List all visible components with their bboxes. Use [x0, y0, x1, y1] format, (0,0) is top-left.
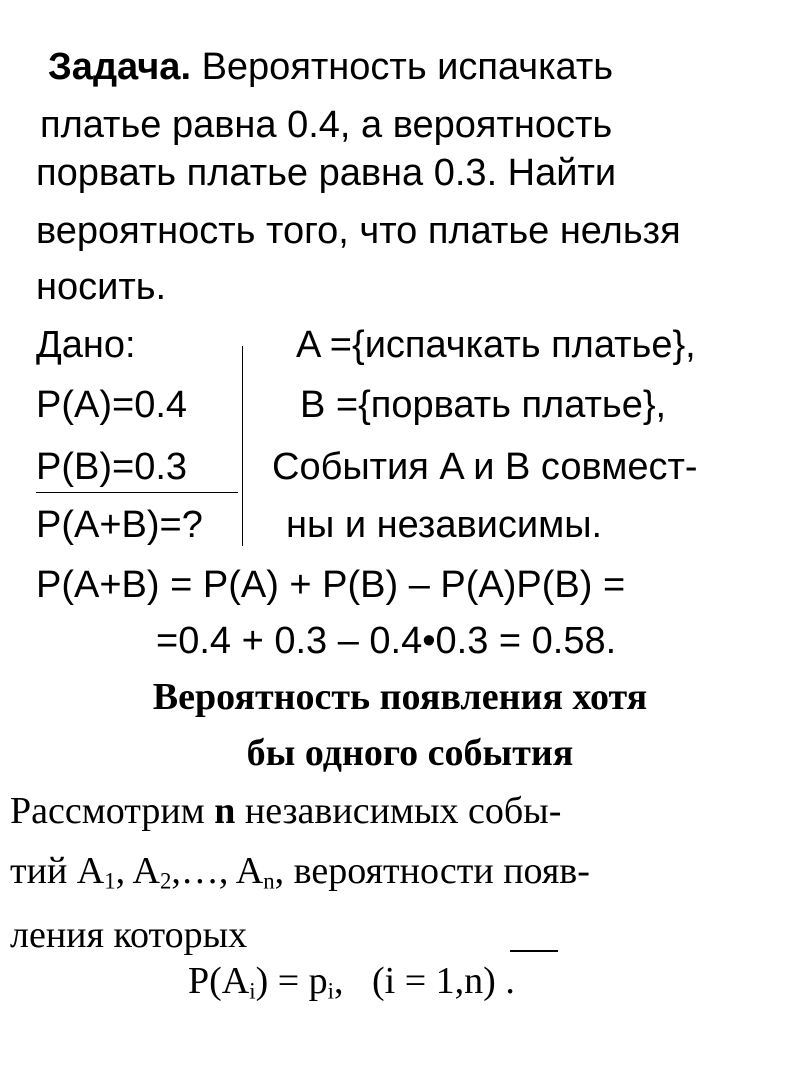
consider-line-3: ления которых: [10, 914, 248, 956]
events-note-1: События A и B совмест-: [272, 446, 698, 488]
consider-line-1-pre: Рассмотрим: [10, 790, 215, 832]
event-a-definition: A ={испачкать платье},: [296, 324, 696, 366]
final-mid: ) = p: [255, 960, 328, 1002]
events-note-2: ны и независимы.: [286, 504, 603, 546]
solution-formula: P(A+B) = P(A) + P(B) – P(A)P(B) =: [36, 564, 626, 606]
variable-n: n: [214, 790, 236, 832]
subscript-n: n: [263, 868, 275, 894]
solution-result: =0.4 + 0.3 – 0.4•0.3 = 0.58.: [156, 620, 617, 662]
final-range-post: ) .: [483, 960, 515, 1002]
final-range-pre: , (i =: [334, 960, 436, 1002]
task-line-5: носить.: [36, 266, 167, 308]
consider-line-2-post: , вероятности появ-: [274, 850, 590, 892]
consider-line-2-pre: тий A: [10, 850, 105, 892]
consider-line-1: [10, 792, 561, 830]
consider-line-2: [10, 850, 590, 894]
given-pa: P(A)=0.4: [36, 384, 188, 426]
section-heading-line-2: бы одного события: [246, 732, 574, 774]
final-p-open: P(A: [188, 960, 250, 1002]
final-range-value: 1,n: [435, 960, 484, 1002]
section-heading-line-1: Вероятность появления хотя: [152, 676, 648, 718]
task-line-1-text: Вероятность испачкать: [191, 46, 614, 88]
final-formula: [188, 960, 515, 1004]
given-divider-horizontal: [36, 492, 238, 493]
final-subscript-i: i: [249, 978, 256, 1004]
task-line-1: [48, 48, 613, 86]
separator-2: ,…, A: [171, 850, 264, 892]
given-divider-vertical: [242, 346, 243, 546]
final-subscript-i2: i: [327, 978, 335, 1004]
task-line-3: порвать платье равна 0.3. Найти: [36, 152, 617, 194]
subscript-1: 1: [104, 868, 116, 894]
separator-1: , A: [115, 850, 160, 892]
task-line-2: платье равна 0.4, а вероятность: [40, 104, 613, 146]
range-overbar: [510, 950, 558, 952]
task-line-4: вероятность того, что платье нельзя: [36, 210, 681, 252]
given-question: P(A+B)=?: [36, 504, 203, 546]
task-label: Задача.: [48, 46, 192, 88]
event-b-definition: B ={порвать платье},: [300, 384, 667, 426]
subscript-2: 2: [160, 868, 172, 894]
consider-line-1-post: независимых собы-: [235, 790, 562, 832]
given-label: Дано:: [36, 324, 136, 366]
given-pb: P(B)=0.3: [36, 446, 188, 488]
